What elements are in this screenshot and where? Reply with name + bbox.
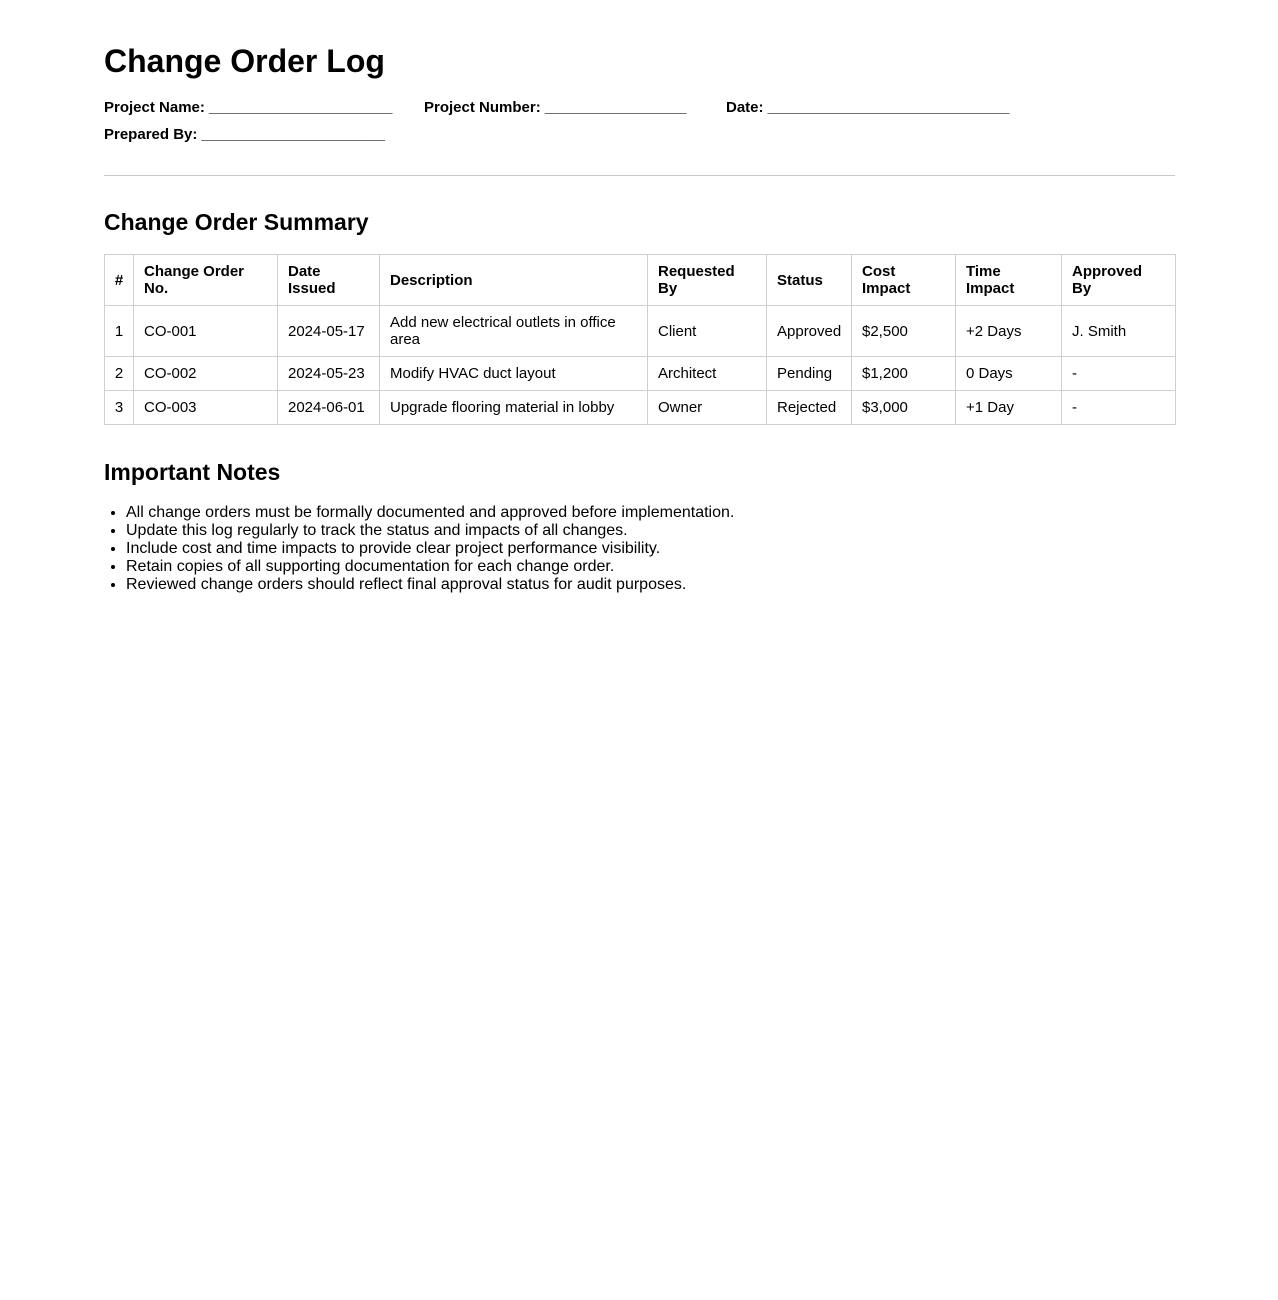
section-divider (104, 175, 1175, 176)
field-row-1 (104, 99, 1175, 126)
table-cell: 2024-06-01 (278, 391, 380, 425)
column-header: Change Order No. (134, 255, 278, 306)
list-item: • Update this log regularly to track the status and impacts of all changes. (126, 522, 1175, 540)
table-cell: Client (648, 306, 767, 357)
table-cell: J. Smith (1062, 306, 1176, 357)
column-header: Approved By (1062, 255, 1176, 306)
table-cell: Approved (767, 306, 852, 357)
document-page (104, 0, 1175, 594)
table-row (105, 357, 1176, 391)
table-cell: Add new electrical outlets in office area (380, 306, 648, 357)
header-fields (104, 99, 1175, 153)
column-header: Status (767, 255, 852, 306)
project-number-blank: _________________ (544, 99, 687, 116)
list-item: • Include cost and time impacts to provide clear project performance visibility. (126, 540, 1175, 558)
table-cell: Rejected (767, 391, 852, 425)
date-field (726, 99, 1026, 116)
table-header-row (105, 255, 1176, 306)
list-item: • Retain copies of all supporting documentation for each change order. (126, 558, 1175, 576)
column-header: Description (380, 255, 648, 306)
table-cell: +1 Day (956, 391, 1062, 425)
column-header: Time Impact (956, 255, 1062, 306)
table-cell: +2 Days (956, 306, 1062, 357)
prepared-by-label: Prepared By: (104, 126, 198, 143)
table-cell: - (1062, 357, 1176, 391)
table-cell: CO-003 (134, 391, 278, 425)
table-cell: 1 (105, 306, 134, 357)
column-header: # (105, 255, 134, 306)
prepared-by-blank: ______________________ (201, 126, 385, 143)
list-item: • All change orders must be formally documented and approved before implementation. (126, 504, 1175, 522)
list-item: • Reviewed change orders should reflect final approval status for audit purposes. (126, 576, 1175, 594)
table-cell: CO-001 (134, 306, 278, 357)
project-name-blank: ______________________ (208, 99, 393, 116)
table-cell: CO-002 (134, 357, 278, 391)
notes-title: Important Notes (104, 459, 281, 485)
project-number-field (424, 99, 726, 116)
project-number-label: Project Number: (424, 99, 541, 116)
table-cell: Upgrade flooring material in lobby (380, 391, 648, 425)
table-row (105, 391, 1176, 425)
date-label: Date: (726, 99, 764, 116)
page-title: Change Order Log (104, 43, 385, 79)
table-cell: Modify HVAC duct layout (380, 357, 648, 391)
column-header: Cost Impact (852, 255, 956, 306)
table-cell: 2 (105, 357, 134, 391)
table-cell: 2024-05-23 (278, 357, 380, 391)
change-order-table (104, 254, 1176, 425)
field-row-2 (104, 126, 1175, 153)
project-name-label: Project Name: (104, 99, 205, 116)
table-cell: 2024-05-17 (278, 306, 380, 357)
table-cell: 3 (105, 391, 134, 425)
project-name-field (104, 99, 424, 116)
prepared-by-field (104, 126, 385, 143)
column-header: Requested By (648, 255, 767, 306)
table-cell: 0 Days (956, 357, 1062, 391)
table-cell: - (1062, 391, 1176, 425)
table-cell: $3,000 (852, 391, 956, 425)
table-row (105, 306, 1176, 357)
table-cell: $2,500 (852, 306, 956, 357)
summary-title: Change Order Summary (104, 209, 369, 235)
table-cell: Pending (767, 357, 852, 391)
table-cell: Architect (648, 357, 767, 391)
date-blank: _____________________________ (767, 99, 1010, 116)
column-header: Date Issued (278, 255, 380, 306)
notes-list (104, 504, 1175, 594)
table-cell: Owner (648, 391, 767, 425)
table-cell: $1,200 (852, 357, 956, 391)
